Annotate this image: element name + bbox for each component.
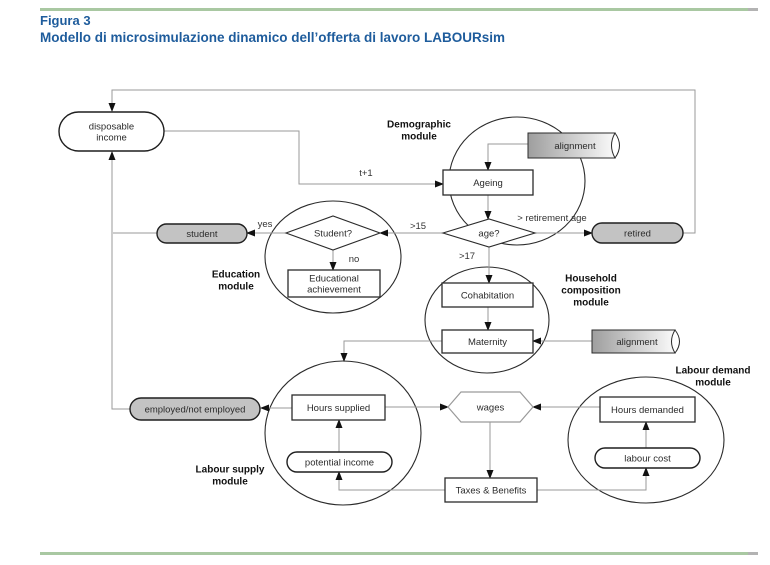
node-disposable-income-label: disposable income [88, 121, 135, 144]
figure-label: Figura 3 [40, 13, 91, 28]
edge-label-yes: yes [257, 219, 273, 230]
edge-label-no: no [348, 254, 360, 265]
node-educational-achievement-label: Educational achievement [307, 273, 361, 296]
edge-alignment-to-ageing [488, 144, 528, 170]
node-student-label: student [186, 228, 218, 240]
node-taxes-benefits-label: Taxes & Benefits [455, 485, 527, 497]
node-hours-demanded-label: Hours demanded [611, 404, 684, 416]
module-label-household: Household composition module [561, 273, 621, 309]
node-alignment-demographic-cap [615, 133, 620, 158]
figure-title: Modello di microsimulazione dinamico dell’offerta di lavoro LABOURsim [40, 30, 506, 45]
node-potential-income-label: potential income [304, 457, 375, 469]
edge-label-gt-17: >17 [458, 251, 476, 262]
bottom-rule [40, 552, 758, 555]
node-hours-supplied-label: Hours supplied [306, 402, 371, 414]
edge-taxes-benefits-to-labour-cost [537, 468, 646, 490]
node-alignment-household-label: alignment [616, 336, 658, 348]
module-label-labour-supply: Labour supply module [195, 464, 265, 488]
edge-label-t-plus-1: t+1 [359, 168, 373, 179]
module-label-education: Education module [211, 269, 261, 293]
node-maternity-label: Maternity [467, 336, 508, 348]
node-employed-not-employed-label: employed/not employed [144, 404, 246, 416]
node-ageing-label: Ageing [473, 177, 503, 189]
edge-employed-to-disposable-income [112, 152, 130, 409]
edge-label-gt-retirement-age: > retirement age [517, 213, 587, 224]
node-retired-label: retired [624, 228, 651, 240]
node-age-question-label: age? [478, 228, 500, 240]
edge-label-gt-15: >15 [409, 221, 427, 232]
module-label-demographic: Demographic module [387, 119, 451, 143]
edge-retired-to-disposable-income [112, 90, 695, 233]
node-student-question-label: Student? [313, 228, 353, 240]
edge-maternity-to-labour-supply [344, 341, 442, 361]
module-label-labour-demand: Labour demand module [675, 365, 751, 389]
node-alignment-demographic-label: alignment [554, 140, 596, 152]
edge-taxes-benefits-to-potential-income [339, 472, 445, 490]
module-circle-labour-supply [265, 361, 421, 505]
node-cohabitation-label: Cohabitation [460, 290, 515, 302]
node-labour-cost-label: labour cost [624, 453, 671, 465]
node-alignment-household-cap [675, 330, 680, 353]
node-wages-label: wages [476, 402, 505, 414]
